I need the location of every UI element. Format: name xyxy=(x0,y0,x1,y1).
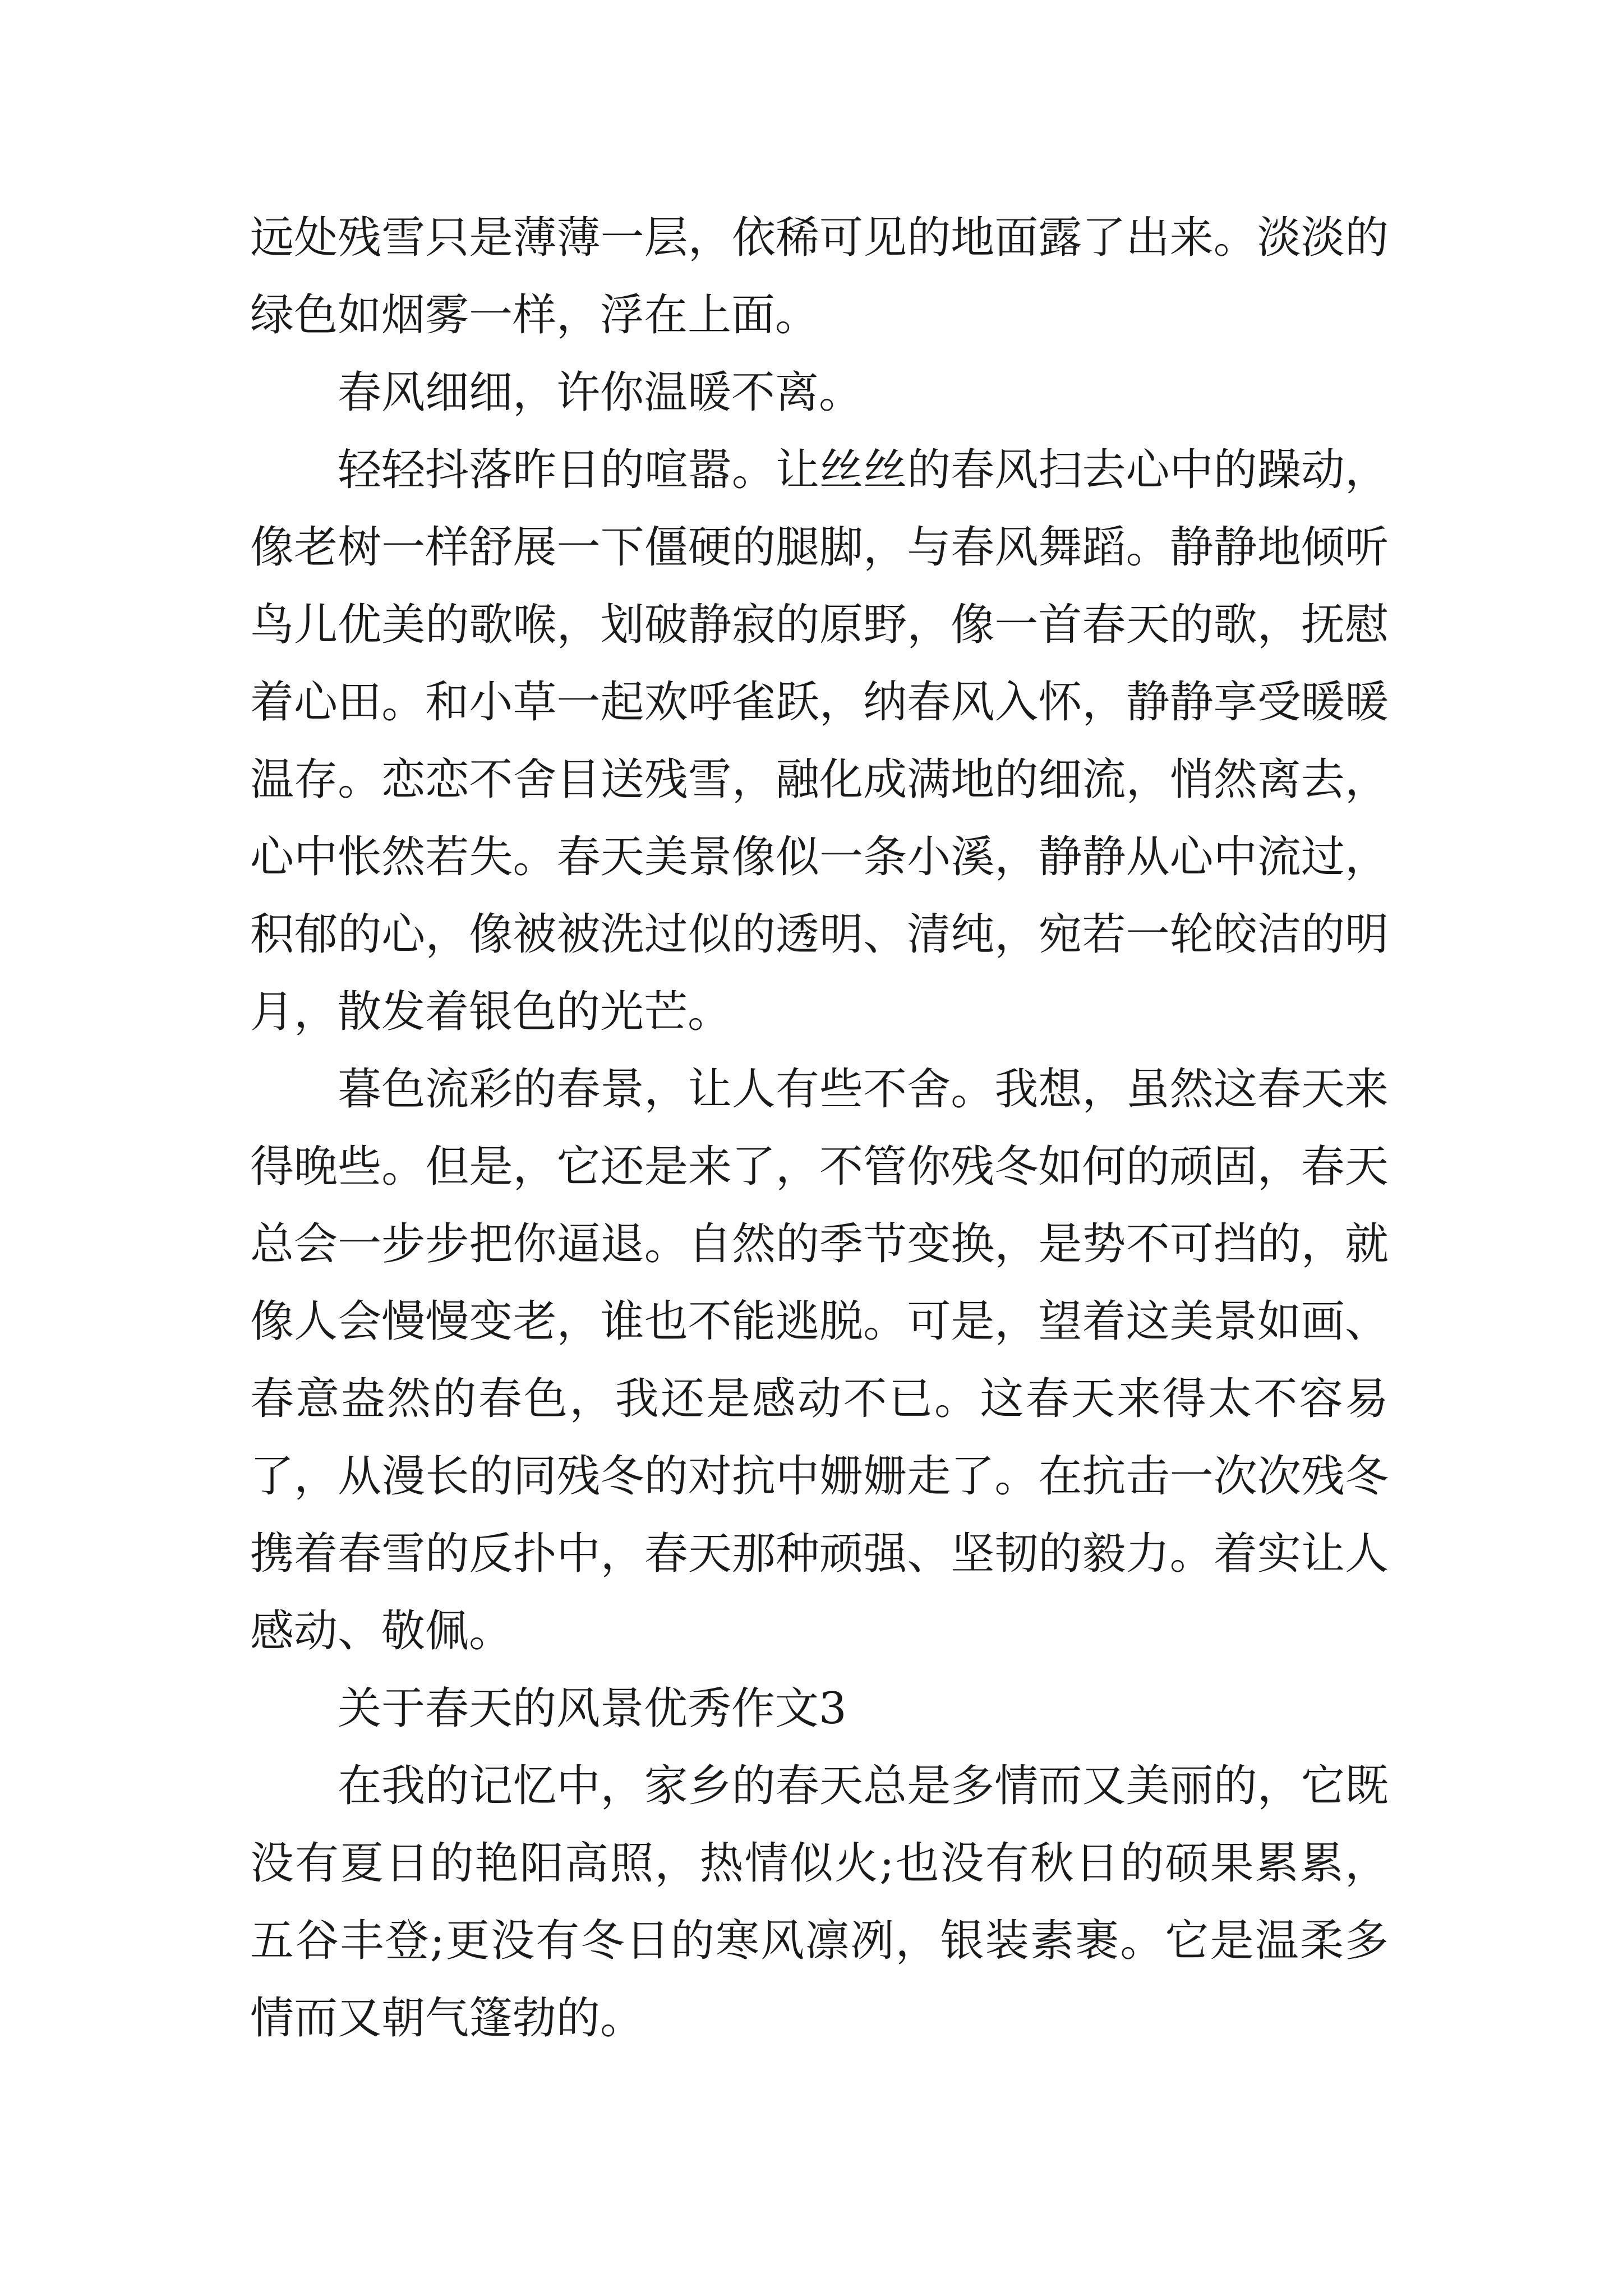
section-title: 关于春天的风景优秀作文3 xyxy=(338,1683,847,1734)
paragraph-spring-breeze: 春风细细，许你温暖不离。 xyxy=(338,367,863,418)
paragraph-dusk-scenery: 暮色流彩的春景，让人有些不舍。我想，虽然这春天来得晚些。但是，它还是来了，不管你残冬如何的顽固，春天总会一步步把你逼退。自然的季节变换，是势不可挡的，就像人会慢慢变老，谁也不能逃脱。可是，望着这美景如画、春意盎然的春色，我还是感动不已。这春天来得太不容易了，从漫长的同残冬的对抗中姗姗走了。在抗击一次次残冬携着春雪的反扑中，春天那种顽强、坚韧的毅力。着实让人感动、敬佩。 xyxy=(250,1064,1389,1657)
paragraph-shake-off: 轻轻抖落昨日的喧嚣。让丝丝的春风扫去心中的躁动，像老树一样舒展一下僵硬的腿脚，与春风舞蹈。静静地倾听鸟儿优美的歌喉，划破静寂的原野，像一首春天的歌，抚慰着心田。和小草一起欢呼雀跃，纳春风入怀，静静享受暖暖温存。恋恋不舍目送残雪，融化成满地的细流，悄然离去，心中怅然若失。春天美景像似一条小溪，静静从心中流过，积郁的心，像被被洗过似的透明、清纯，宛若一轮皎洁的明月，散发着银色的光芒。 xyxy=(250,445,1389,1037)
paragraph-hometown-spring: 在我的记忆中，家乡的春天总是多情而又美丽的，它既没有夏日的艳阳高照，热情似火;也没有秋日的硕果累累，五谷丰登;更没有冬日的寒风凛冽，银装素裹。它是温柔多情而又朝气篷勃的。 xyxy=(250,1761,1389,2044)
paragraph-continuation: 远处残雪只是薄薄一层，依稀可见的地面露了出来。淡淡的绿色如烟雾一样，浮在上面。 xyxy=(250,213,1389,341)
document-body xyxy=(250,199,1389,2057)
